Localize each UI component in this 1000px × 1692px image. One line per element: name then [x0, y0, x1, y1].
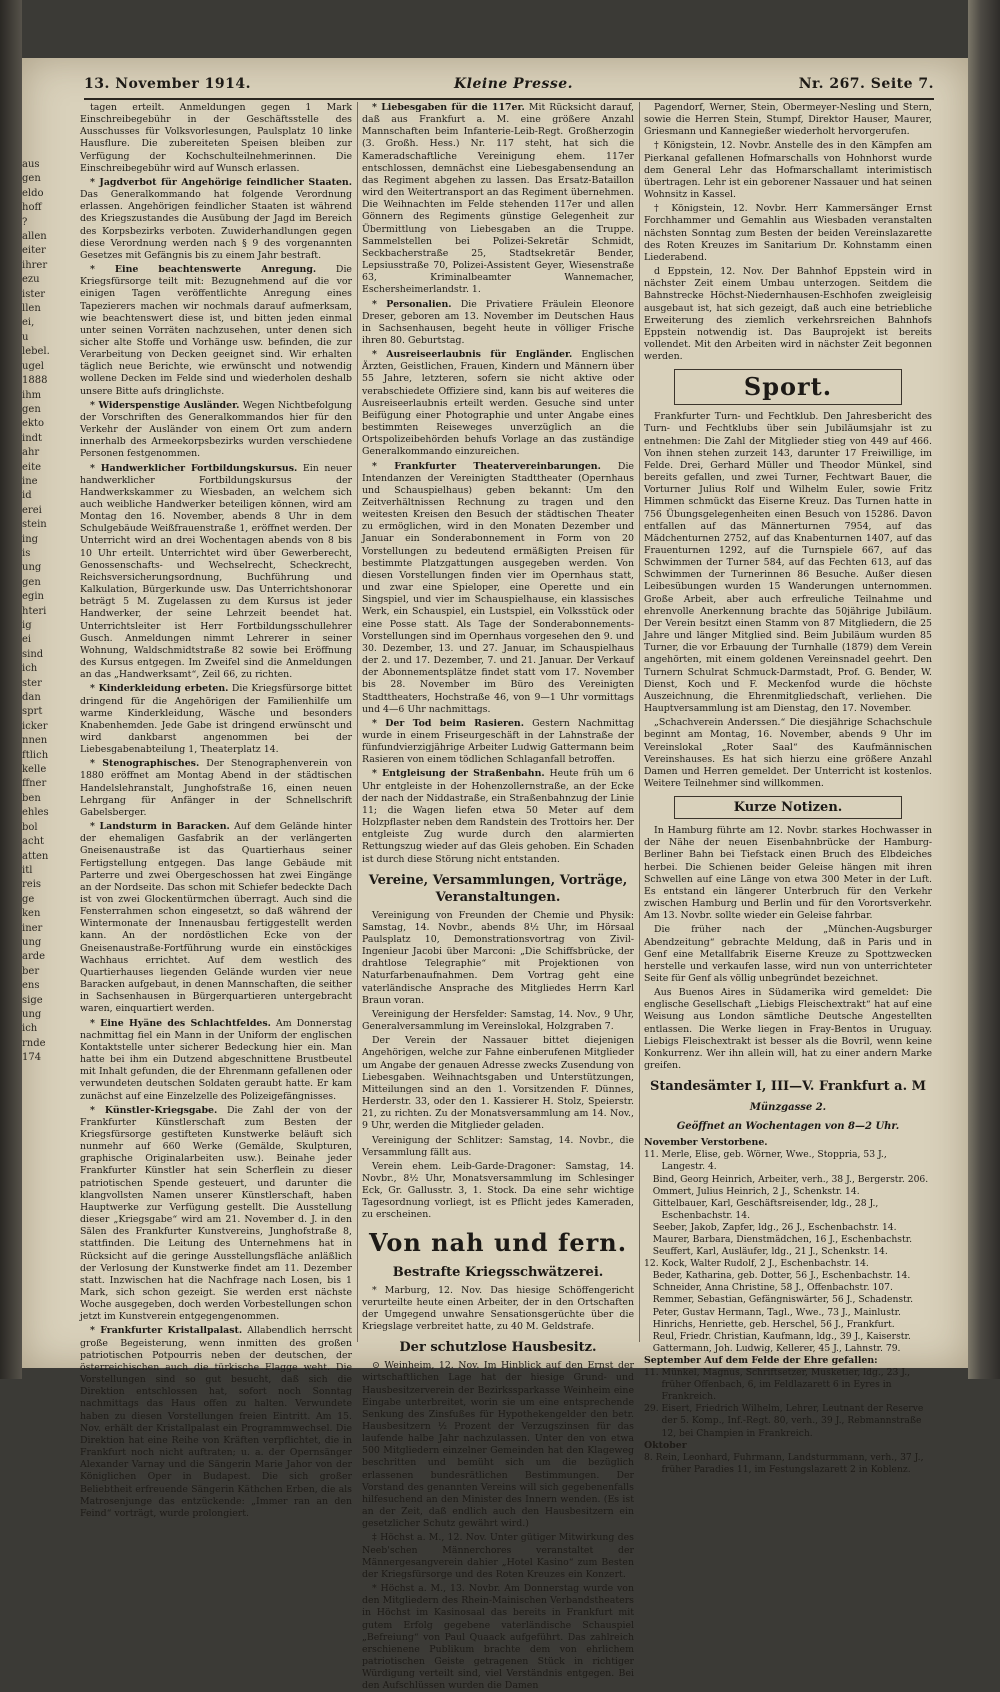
register-entry: 11. Merle, Elise, geb. Wörner, Wwe., Stoppria, 53 J., — [644, 1149, 887, 1161]
section-heading: Von nah und fern. — [368, 1227, 628, 1257]
article-paragraph — [80, 1325, 352, 1520]
stub-line: ster — [22, 677, 42, 689]
article-text: Die Privatiere Fräulein Eleonore Dreser, geboren am 13. November im Deutschen Haus in Sachsenhausen, begeht heute in völliger Frische ihren 80. Geburtstag. — [362, 298, 634, 346]
stub-line: egin — [22, 591, 44, 603]
register-list-heading — [644, 1355, 932, 1367]
stub-line: erei — [22, 504, 42, 516]
register-list — [644, 1355, 932, 1440]
article-text: Die Zahl der von der Frankfurter Künstlerschaft zum Besten der Kriegsfürsorge gestifteten Kunstwerke beläuft sich nunmehr auf 660 Werke (Gemälde, Skulpturen, graphische Originalarbeiten usw.). Beinahe jeder Frankfurter Künstler hat sein Scherflein zu dieser patriotischen Spende gesteuert, und darunter die klangvollsten Namen unserer Künstlerschaft, haben Hauptwerke zur Verfügung gestellt. Die Ausstellung dieser „Kriegsgabe“ wird am 21. November d. J. in den Sälen des Frankfurter Kunstvereins, Junghofstraße 8, stattfinden. Die Leitung des Unternehmens hat in Rücksicht auf die geringe Ausstellungsfläche anläßlich der Verlosung der Kunstwerke findet am 11. Dezember statt. Inzwischen hat die Nachfrage nach Losen, bis 1 Mark, sich schon gezeigt. Sie werden erst nächste Woche ausgegeben, doch werden Vorbestellungen schon jetzt im Kunstverein entgegengenommen. — [80, 1104, 352, 1323]
register-entry: Seuffert, Karl, Ausläufer, ldg., 21 J., Schenkstr. 14. — [644, 1246, 888, 1258]
article-text: Der Verein der Nassauer bittet diejenigen Angehörigen, welche zur Fahne einberufenen Mitglieder um Angabe der genauen Adresse zwecks Zusendung von Liebesgaben. Weihnachtsgaben und Unterstützungen, Mitteilungen sind an den 1. Vorsitzenden F. Dünnes, Herderstr. 33, oder den 1. Kassierer H. Stolz, Speierstr. 21, zu richten. Zu der Monatsversammlung am 14. Nov., 9 Uhr, werden die Mitglieder geladen. — [362, 1035, 634, 1132]
register-entry: der 5. Komp., Inf.-Regt. 80, verh., 39 J., Rebmannstraße — [644, 1415, 922, 1427]
article-paragraph — [80, 821, 352, 1016]
article-paragraph — [644, 924, 932, 985]
stub-line: iner — [22, 922, 43, 934]
article-heading: * Jagdverbot für Angehörige feindlicher Staaten. — [90, 176, 352, 188]
register-entry: Seeber, Jakob, Zapfer, ldg., 26 J., Eschenbachstr. 14. — [644, 1221, 897, 1233]
article-text: Auf dem Gelände hinter der ehemaligen Gasfabrik an der verlängerten Gneisenaustraße ist das Quartierhaus seiner Fertigstellung entgegen. Das lange Gebäude mit Parterre und zwei Obergeschossen hat zwei Eingänge an der Nordseite. Das schon mit Schiefer bedeckte Dach ist von zwei Glockentürmchen überragt. Auch sind die Fensterrahmen schon eingesetzt, so daß während der Wintermonate der Innenausbau fertiggestellt werden kann. An der nordöstlichen Ecke von der Gneisenaustraße-Fortführung wurde ein einstöckiges Wachhaus errichtet. Auf dem westlich des Quartierhauses liegenden Gelände wurden vier neue Baracken aufgebaut, in denen Mannschaften, die seither in Sachsenhausen in Bürgerquartieren untergebracht waren, einquartiert werden. — [80, 821, 352, 1015]
stub-line: rnde — [22, 1037, 46, 1049]
stub-line: hteri — [22, 605, 47, 617]
newspaper-title: Kleine Presse. — [454, 76, 574, 92]
stub-line: id — [22, 490, 32, 502]
page-header — [84, 74, 934, 100]
article-text: Am Donnerstag nachmittag fiel ein Mann in der Uniform der englischen Kontaktstelle unter sicherer Bedeckung hier ein. Man hatte bei ihm ein Dutzend abgeschnittene Brustbeutel mit Inhalt gefunden, die der Ehrenmann gefallenen oder verwundeten deutschen Soldaten geraubt hatte. Er kam zunächst auf eine Einzelzelle des Polizeigefängnisses. — [80, 1017, 353, 1102]
stub-line: nnen — [22, 735, 48, 747]
stub-line: ens — [22, 980, 40, 992]
article-paragraph — [362, 910, 634, 1007]
stub-line: eiter — [22, 245, 46, 257]
article-text: † Königstein, 12. Novbr. Anstelle des in den Kämpfen am Pierkanal gefallenen Hofmarschalls von Hohnhorst wurde dem General Lehr das Hofmarschallamt interimistisch übertragen. Lehr ist ein geborener Nassauer und hat seinen Wohnsitz in Kassel. — [644, 140, 932, 201]
stub-line: sige — [22, 994, 43, 1006]
article-paragraph — [644, 987, 932, 1072]
article-text: ⊙ Weinheim, 12. Nov. Im Hinblick auf den Ernst der wirtschaftlichen Lage hat der hiesige Grund- und Hausbesitzerverein der Bezirkssparkasse Weinheim eine Eingabe unterbreitet, worin sie um eine entsprechende Senkung des Zinsfußes für Hypothekengelder den betr. Hausbesitzern ½ Prozent der Verzugszinsen für das laufende halbe Jahr nachzulassen. Unter den von etwa 500 Mitgliedern einzelner Gemeinden hat den Klageweg beschritten und bemüht sich um die bezüglich erlassenen bundesrätlichen Bestimmungen. Der Vorstand des genannten Vereins will sich gegebenenfalls hilfesuchend an den Minister des Innern wenden. (Es ist an der Zeit, daß endlich auch den Hausbesitzern ein gesetzlicher Schutz gewährt wird.) — [362, 1360, 634, 1530]
stub-line: is — [22, 547, 31, 559]
article-heading: * Frankfurter Theatervereinbarungen. — [372, 460, 601, 472]
stub-line: gen — [22, 173, 41, 185]
register-month: Oktober — [644, 1439, 687, 1451]
article-paragraph — [80, 1105, 352, 1324]
register-entry: Remmer, Sebastian, Gefängniswärter, 56 J., Schadenstr. — [644, 1294, 914, 1306]
stub-line: lebel. — [22, 346, 50, 358]
stub-line: ihrer — [22, 259, 48, 271]
article-heading: * Personalien. — [372, 298, 452, 310]
stub-line: ich — [22, 663, 38, 675]
register-entry: Reul, Friedr. Christian, Kaufmann, ldg., 39 J., Kaiserstr. — [644, 1330, 911, 1342]
register-entry: Peter, Gustav Hermann, Tagl., Wwe., 73 J., Mainlustr. — [644, 1306, 901, 1318]
section-heading: Vereine, Versammlungen, Vorträge, Veranstaltungen. — [368, 872, 628, 905]
article-text: Frankfurter Turn- und Fechtklub. Den Jahresbericht des Turn- und Fechtklubs über sein Jubiläumsjahr ist zu entnehmen: Die Zahl der Mitglieder stieg von 449 auf 466. Von ihnen stehen zurzeit 143, darunter 17 Freiwillige, im Felde. Drei, Gerhard Müller und Theodor Münkel, sind bereits gefallen, und zwei Turner, Fechtwart Bauer, die Vorturner Julius Rolf und Wilhelm Euler, sowie Fritz Himmen schmückt das Eiserne Kreuz. Das Turnen hatte in 756 Übungsgelegenheiten einen Besuch von 15286. Davon entfallen auf das Männerturnen 7954, auf das Mädchenturnen 2752, auf das Knabenturnen 1407, auf das Frauenturnen 1292, auf die Turnspiele 667, auf das Schwimmen der Turner 584, auf das Fechten 613, auf das Schwimmen der Turnerinnen 86 Besuche. Außer diesen Leibesübungen wurden 15 Wanderungen unternommen. Große Arbeit, aber auch erfreuliche Teilnahme und ehrenvolle Anerkennung brachte das 50jährige Jubiläum. Der Verein besitzt einen Stamm von 87 Mitgliedern, die 25 Jahre und länger Mitglied sind. Beim Jubiläum wurden 85 Turner, die vor Erbauung der Turnhalle (1879) dem Verein angehörten, mit einem goldenen Vereinsnadel geehrt. Den Turnern Schulrat Schmuck-Darmstadt, Prof. G. Bender, W. Dienst, Koch und F. Meckenfod wurde die höchste Auszeichnung, die Ehrenmitgliedschaft, verliehen. Die Hauptversammlung ist am Dienstag, den 17. November. — [644, 411, 932, 715]
register-category: Verstorbene. — [700, 1137, 768, 1149]
article-text: Gestern Nachmittag wurde in einem Friseurgeschäft in der Lahnstraße der fünfundvierzigjährige Arbeiter Ludwig Gattermann beim Rasieren von einem tödlichen Schlaganfall betroffen. — [362, 717, 634, 766]
article-text: „Schachverein Anderssen.“ Die diesjährige Schachschule beginnt am Montag, 16. November, abends 9 Uhr im Vereinslokal „Roter Saal“ des Kaufmännischen Vereinshauses. Es hat sich hierzu eine größere Anzahl Damen und Herren gemeldet. Der Unterricht ist kostenlos. Weitere Teilnehmer sind willkommen. — [644, 717, 932, 789]
article-heading: * Handwerklicher Fortbildungskursus. — [90, 462, 298, 474]
article-paragraph — [80, 400, 352, 461]
stub-line: sind — [22, 648, 44, 660]
article-heading: * Eine Hyäne des Schlachtfeldes. — [90, 1017, 271, 1029]
stub-line: ung — [22, 1008, 42, 1020]
article-paragraph — [644, 266, 932, 363]
register-entry: Ommert, Julius Heinrich, 2 J., Schenkstr. 14. — [644, 1185, 860, 1197]
article-heading: * Entgleisung der Straßenbahn. — [372, 768, 545, 780]
article-paragraph — [362, 1285, 634, 1334]
stub-line: ekto — [22, 418, 45, 430]
register-entry: Gattermann, Joh. Ludwig, Kellerer, 45 J., Lahnstr. 79. — [644, 1342, 901, 1354]
article-text: * Marburg, 12. Nov. Das hiesige Schöffengericht verurteilte heute einen Arbeiter, der in den Ortschaften der Umgegend unwahre Sensationsgerüchte über die Kriegslage verbreitet hatte, zu 40 M. Geldstrafe. — [362, 1284, 634, 1333]
stub-line: atten — [22, 850, 49, 862]
article-text: In Hamburg führte am 12. Novbr. starkes Hochwasser in der Nähe der neuen Eisenbahnbrücke der Hamburg-Berliner Bahn bei Tiefstack einen Bruch des Elbdeiches herbei. Die Schienen beider Geleise hängen mit ihren Schwellen auf eine Länge von etwa 300 Meter in der Luft. Es entstand ein längerer Unterbruch für den Verkehr zwischen Hamburg und Berlin und für den Vorortsverkehr. Am 13. Novbr. sollte wieder ein Geleise fahrbar. — [644, 825, 932, 922]
article-heading: * Landsturm in Baracken. — [90, 821, 230, 833]
register-entry: früher Offenbach, 6, im Feldlazarett 6 in Eyres in — [644, 1379, 892, 1391]
article-paragraph — [362, 1135, 634, 1159]
register-entry: Frankreich. — [644, 1391, 717, 1403]
column-rule-1 — [357, 102, 358, 1342]
article-text: Ein neuer handwerklicher Fortbildungskursus der Handwerkskammer zu Wiesbaden, an welchem sich auch weibliche Handwerker beteiligen können, wird am Montag den 16. November, abends 8 Uhr in dem Schulgebäude Weißfrauenstraße 1, eröffnet werden. Der Unterricht wird an drei Wochentagen abends von 8 bis 10 Uhr erteilt. Unterrichtet wird über Gewerberecht, Genossenschafts- und Wechselrecht, Scheckrecht, Reichsversicherungsordnung, Buchführung und Kalkulation, Bürgerkunde usw. Das Unterrichtshonorar beträgt 5 M. Zugelassen zu dem Kursus ist jeder Handwerker, der seine Lehrzeit beendet hat. Unterrichtsleiter ist Herr Fortbildungsschullehrer Gusch. Anmeldungen nimmt Lehrerer in seiner Wohnung, Waldschmidtstraße 82 sowie bei Eröffnung des Kursus entgegen. Im Zweifel sind die Anmeldungen an das „Handwerksamt“, Zeil 66, zu richten. — [80, 462, 352, 681]
article-paragraph — [644, 140, 932, 201]
stub-line: ihm — [22, 389, 42, 401]
article-text: Vereinigung von Freunden der Chemie und Physik: Samstag, 14. Novbr., abends 8½ Uhr, im Hörsaal Paulsplatz 10, Demonstrationsvortrag von Zivil-Ingenieur Jacobi über Marconi: „Die Schiffsbrücke, der drahtlose Telegraphie“ mit Projektionen von Naturfarbenaufnahmen. Dem Vortrag geht eine vaterländische Ansprache des Mitgliedes Herrn Karl Braun voran. — [362, 909, 634, 1006]
article-text: Wegen Nichtbefolgung der Vorschriften des Generalkommandos hier für den Verkehr der Ausländer von einem Ort zum andern innerhalb des Armeekorpsbezirks wurden verschiedene Personen festgenommen. — [80, 399, 353, 460]
register-entry: früher Paradies 11, im Festungslazarett 2 in Koblenz. — [644, 1463, 911, 1475]
stub-line: eite — [22, 461, 42, 473]
article-text: Mit Rücksicht darauf, daß aus Frankfurt a. M. eine größere Anzahl Mannschaften beim Infanterie-Leib-Regt. Großherzogin (3. Großh. Hess.) Nr. 117 steht, hat sich die Kameradschaftliche Vereinigung ehem. 117er entschlossen, demnächst eine Liebesgabensendung an das Regiment abgehen zu lassen. Das Ersatz-Bataillon wird den Weitertransport an das Regiment übernehmen. Die Weihnachten im Felde stehenden 117er und allen Gönnern des Regiments günstige Gelegenheit zur Übermittlung von Liebesgaben an die Truppe. Sammelstellen bei Polizei-Sekretär Schmidt, Seckbacherstraße 25, Stadtsekretär Bender, Lepsiusstraße 70, Polizei-Assistent Geyer, Wiesenstraße 63, Kriminalbeamter Wannemacher, Eschersheimerlandstr. 1. — [362, 102, 634, 296]
article-text: Aus Buenos Aires in Südamerika wird gemeldet: Die englische Gesellschaft „Liebigs Fleischextrakt“ hat auf eine Weisung aus London sämtliche Deutsche Angestellten entlassen. Die Werke liegen in Fray-Bentos in Uruguay. Liebigs Fleischextrakt ist besser als die Bovril, wenn keine Konkurrenz. Wer ihn allein will, hat zu einer andern Marke greifen. — [644, 987, 932, 1072]
stub-line: gen — [22, 576, 41, 588]
register-entry: 8. Rein, Leonhard, Fuhrmann, Landsturmmann, verh., 37 J., — [644, 1451, 924, 1463]
stub-line: ber — [22, 965, 40, 977]
register-entry: 12. Kock, Walter Rudolf, 2 J., Eschenbachstr. 14. — [644, 1258, 869, 1270]
register-entry: 29. Eisert, Friedrich Wilhelm, Lehrer, Leutnant der Reserve — [644, 1403, 924, 1415]
article-paragraph — [362, 1583, 634, 1692]
section-heading: Kurze Notizen. — [674, 796, 902, 819]
article-paragraph — [362, 102, 634, 297]
article-heading: * Liebesgaben für die 117er. — [372, 102, 525, 113]
stub-line: arde — [22, 951, 46, 963]
article-text: Die Kriegsfürsorge teilt mit: Bezugnehmend auf die vor einigen Tagen veröffentlichte Anregung eines Tapezierers machen wir nochmals darauf aufmerksam, wie beachtenswert diese ist, und bitten jeden einmal unter seinen Vorräten nachzusehen, unter denen sich sicher alte Stoffe und Vorhänge usw. befinden, die zur Verarbeitung von Decken geeignet sind. Wir erhalten täglich neue Berichte, wie erwünscht und notwendig wollene Decken im Felde sind und wiederholen deshalb unsere Bitte aufs dringlichste. — [80, 264, 352, 397]
article-paragraph — [362, 1009, 634, 1033]
column-1 — [80, 102, 353, 1519]
stub-line: ffner — [22, 778, 47, 790]
article-paragraph — [80, 102, 352, 175]
previous-page-stub — [22, 158, 58, 1358]
article-paragraph — [362, 768, 634, 865]
register-entry: Beder, Katharina, geb. Dotter, 56 J., Eschenbachstr. 14. — [644, 1270, 911, 1282]
article-heading: * Ausreiseerlaubnis für Engländer. — [372, 349, 573, 361]
stub-line: ftlich — [22, 749, 49, 761]
stub-line: ugel — [22, 360, 44, 372]
article-paragraph — [644, 411, 932, 715]
stub-line: indt — [22, 432, 43, 444]
stub-line: allen — [22, 231, 47, 243]
stub-line: u — [22, 331, 29, 343]
article-text: Die Kriegsfürsorge bittet dringend für die Angehörigen der Familienhilfe um warme Kinderkleidung, Wäsche und besonders Knabenhemden. Jede Gabe ist dringend erwünscht und wird dankbarst angenommen bei der Liebesgabenabteilung 1, Theaterplatz 14. — [80, 683, 352, 756]
newspaper-page — [22, 58, 968, 1692]
article-text: Vereinigung der Hersfelder: Samstag, 14. Nov., 9 Uhr, Generalversammlung im Vereinslokal, Holzgraben 7. — [362, 1008, 634, 1033]
article-text: Heute früh um 6 Uhr entgleiste in der Hohenzollernstraße, an der Ecke der nach der Niddastraße, ein Straßenbahnzug der Linie 11; die Wagen liefen etwa 50 Meter auf dem Holzpflaster neben dem Randstein des Trottoirs her. Der entgleiste Zug wurde durch den alarmierten Rettungszug wieder auf das Gleis gehoben. Ein Schaden ist durch diese Störung nicht entstanden. — [362, 768, 634, 865]
stub-line: reis — [22, 879, 42, 891]
stub-line: dan — [22, 692, 41, 704]
stub-line: sprt — [22, 706, 43, 718]
column-3 — [644, 102, 932, 1475]
article-paragraph — [80, 683, 352, 756]
article-paragraph — [644, 203, 932, 264]
stub-line: hoff — [22, 202, 42, 214]
stub-line: ken — [22, 908, 41, 920]
section-heading: Bestrafte Kriegsschwätzerei. — [392, 1264, 604, 1280]
register-list-heading — [644, 1137, 932, 1149]
stub-line: ing — [22, 533, 39, 545]
article-heading: * Eine beachtenswerte Anregung. — [90, 264, 317, 276]
register-entry: Gittelbauer, Karl, Geschäftsreisender, ldg., 28 J., — [644, 1197, 879, 1209]
stub-line: kelle — [22, 764, 47, 776]
article-paragraph — [80, 177, 352, 262]
section-heading: Münzgasse 2. — [749, 1102, 827, 1114]
stub-line: ? — [22, 216, 28, 228]
register-category: Auf dem Felde der Ehre gefallen: — [704, 1354, 878, 1366]
stub-line: ung — [22, 562, 42, 574]
article-paragraph — [362, 718, 634, 767]
article-text: Das Generalkommando hat folgende Verordnung erlassen. Angehörigen feindlicher Staaten ist während des Kriegszustandes die Ausübung der Jagd im Bereich des Korpsbezirks verboten. Zuwiderhandlungen gegen diese Verordnung werden nach § 9 des vorgenannten Gesetzes mit Gefängnis bis zu einem Jahr bestraft. — [80, 189, 352, 261]
stub-line: 1888 — [22, 375, 48, 387]
article-heading: * Künstler-Kriegsgabe. — [90, 1104, 218, 1116]
register-entry: 11. Münkel, Magnus, Schriftsetzer, Musketier, ldg., 23 J., — [644, 1367, 911, 1379]
register-entry: Hinrichs, Henriette, geb. Herschel, 56 J., Frankfurt. — [644, 1318, 895, 1330]
article-heading: * Kinderkleidung erbeten. — [90, 683, 229, 695]
article-text: Allabendlich herrscht große Begeisterung, wenn inmitten des großen patriotischen Potpourris neben der deutschen, der österreichischen auch die türkische Flagge weht. Die Vorstellungen sind so gut besucht, daß sich die Direktion entschlossen hat, sofort noch Sonntag nachmittags das Haus offen zu halten. Verwundete haben zu diesen Vorstellungen freien Eintritt. Am 15. Nov. erhält der Kristallpalast ein Programmwechsel. Die Direktion hat eine Reihe von Kräften verpflichtet, die in Frankfurt noch nicht auftraten; u. a. der Opernsänger Alexander Varnay und die Sängerin Marie Jahor von der Königlichen Oper in Budapest. Die sich großer Beliebtheit erfreuende Sängerin Käthchen Erben, die als Matrosenjunge das entzückende: „Immer ran an den Feind“ vorträgt, wurde prolongiert. — [80, 1325, 352, 1519]
register-entry: Eschenbachstr. 14. — [644, 1209, 751, 1221]
register-entry: 12, bei Champien in Frankreich. — [644, 1427, 813, 1439]
stub-line: aus — [22, 159, 40, 170]
book-spine — [0, 0, 22, 1379]
section-heading: Der schutzlose Hausbesitz. — [399, 1340, 597, 1356]
stub-line: ister — [22, 288, 46, 300]
stub-line: ine — [22, 475, 38, 487]
article-heading: * Der Tod beim Rasieren. — [372, 717, 525, 729]
stub-line: ei — [22, 634, 32, 646]
stub-line: icker — [22, 720, 48, 732]
article-text: * Höchst a. M., 13. Novbr. Am Donnerstag wurde von den Mitgliedern des Rhein-Mainischen Verbandstheaters in Höchst im Kasinosaal das bereits in Frankfurt mit gutem Erfolg gegebene vaterländische Schauspiel „Befreiung“ von Paul Quaack aufgeführt. Das zahlreich erschienene Publikum brachte dem von ehrlichem patriotischen Geiste getragenen Stück in richtiger Würdigung verteilt sind, viel Verständnis entgegen. Bei den Aufschlüssen wurden die Damen — [362, 1583, 634, 1692]
stub-line: ig — [22, 620, 32, 631]
article-heading: * Widerspenstige Ausländer. — [90, 399, 240, 411]
issue-number: Nr. 267. Seite 7. — [798, 76, 934, 92]
column-rule-2 — [639, 102, 640, 1342]
stub-line: 174 — [22, 1052, 42, 1064]
stub-line: acht — [22, 836, 45, 848]
header-date: 13. November 1914. — [84, 76, 252, 92]
article-paragraph — [644, 825, 932, 922]
article-paragraph — [644, 717, 932, 790]
stub-line: llen — [22, 303, 41, 315]
article-paragraph — [362, 349, 634, 458]
article-paragraph — [362, 1161, 634, 1222]
article-text: † Königstein, 12. Novbr. Herr Kammersänger Ernst Forchhammer und Gemahlin aus Wiesbaden veranstalten nächsten Sonntag zum Besten der beiden Vereinslazarette des Roten Kreuzes im Sanitarium Dr. Kohnstamm einen Liederabend. — [644, 203, 932, 263]
stub-line: stein — [22, 519, 47, 531]
section-heading: Geöffnet an Wochentagen von 8—2 Uhr. — [676, 1121, 900, 1133]
register-entry: Schneider, Anna Christine, 58 J., Offenbachstr. 107. — [644, 1282, 893, 1294]
article-paragraph — [362, 461, 634, 716]
article-paragraph — [362, 299, 634, 348]
article-paragraph — [362, 1035, 634, 1132]
article-text: Pagendorf, Werner, Stein, Obermeyer-Nesling und Stern, sowie die Herren Stein, Stumpf, Direktor Hauser, Maurer, Griesmann und Kannegießer wiederholt hervorgerufen. — [644, 102, 932, 138]
stub-line: eldo — [22, 187, 44, 199]
stub-line: ezu — [22, 274, 40, 286]
stub-line: itl — [22, 864, 33, 876]
stub-line: ge — [22, 893, 35, 905]
article-text: tagen erteilt. Anmeldungen gegen 1 Mark Einschreibegebühr in der Geschäftsstelle des Ausschusses für Volksvorlesungen, Paulsplatz 10 linke Hausflure. Die zubereiteten Speisen bleiben zur Verfügung der Kochschulteilnehmerinnen. Die Einschreibegebühr wird auf Wunsch erlassen. — [80, 102, 352, 174]
stub-line: gen — [22, 403, 41, 415]
column-2 — [362, 102, 634, 1692]
article-text: ‡ Höchst a. M., 12. Nov. Unter gütiger Mitwirkung des Neeb'schen Männerchores veranstaltet der Männergesangverein dahier „Hotel Kasino“ zum Besten der Kriegsfürsorge und des Roten Kreuzes ein Konzert. — [362, 1532, 634, 1580]
stub-line: bol — [22, 821, 38, 833]
stub-line: ich — [22, 1023, 38, 1035]
article-paragraph — [80, 463, 352, 682]
article-text: Englischen Ärzten, Geistlichen, Frauen, Kindern und Männern über 55 Jahre, letzteren, sofern sie nicht aktive oder verabschiedete Offiziere sind, kann bis auf weiteres die Ausreiseerlaubnis erteilt werden. Gesuche sind unter Beifügung einer Photographie und unter Angabe eines bestimmten Reiseweges unverzüglich an die Ortspolizeibehörden behufs Vorlage an das zuständige Generalkommando einzureichen. — [362, 349, 634, 458]
article-text: d Eppstein, 12. Nov. Der Bahnhof Eppstein wird in nächster Zeit einem Umbau unterzogen. Seitdem die Bahnstrecke Höchst-Niedernhausen-Eschhofen zweigleisig ausgebaut ist, hat sich gezeigt, daß auch eine betriebliche Erweiterung des ziemlich verkehrsreichen Bahnhofs Eppstein notwendig ist. Das Bauprojekt ist bereits vollendet. Mit den Arbeiten wird in nächster Zeit begonnen werden. — [644, 266, 932, 363]
article-paragraph — [80, 758, 352, 819]
article-text: Die früher nach der „München-Augsburger Abendzeitung“ gebrachte Meldung, daß in Paris und in Genf eine Metallfabrik Eiserne Kreuze zu Spottzwecken herstelle und verkaufen lasse, wird nun von unterrichteter Seite für Genf als völlig unbegründet bezeichnet. — [644, 924, 932, 984]
stub-line: ehles — [22, 807, 49, 819]
register-list — [644, 1440, 932, 1476]
stub-line: ei, — [22, 317, 35, 329]
register-list-heading — [644, 1440, 932, 1452]
stub-line: ben — [22, 792, 41, 804]
article-paragraph — [362, 1360, 634, 1530]
stub-line: ahr — [22, 447, 40, 459]
stub-line: ung — [22, 936, 42, 948]
article-heading: * Frankfurter Kristallpalast. — [90, 1325, 243, 1337]
article-text: Verein ehem. Leib-Garde-Dragoner: Samstag, 14. Novbr., 8½ Uhr, Monatsversammlung im Schlesinger Eck, Gr. Gallusstr. 3, 1. Stock. Da eine sehr wichtige Tagesordnung vorliegt, ist es Pflicht jedes Kameraden, zu erscheinen. — [362, 1160, 634, 1221]
register-entry: Bind, Georg Heinrich, Arbeiter, verh., 38 J., Bergerstr. 206. — [644, 1173, 929, 1185]
section-heading: Standesämter I, III—V. Frankfurt a. M — [649, 1079, 927, 1095]
article-paragraph — [644, 102, 932, 138]
register-entry: Maurer, Barbara, Dienstmädchen, 16 J., Eschenbachstr. — [644, 1234, 913, 1245]
article-text: Der Stenographenverein von 1880 eröffnet am Montag Abend in der städtischen Handelslehranstalt, Junghofstraße 16, einen neuen Lehrgang für Anfänger in der Schnellschrift Gabelsberger. — [80, 758, 352, 818]
article-paragraph — [362, 1532, 634, 1581]
section-heading: Sport. — [674, 369, 902, 405]
register-entry: Langestr. 4. — [644, 1161, 717, 1173]
register-list — [644, 1137, 932, 1355]
register-month: September — [644, 1354, 701, 1366]
article-text: Die Intendanzen der Vereinigten Stadttheater (Opernhaus und Schauspielhaus) geben bekannt: Um den Zeitverhältnissen Rechnung zu tragen und den weitesten Kreisen den Besuch der städtischen Theater zu ermöglichen, wird in den Monaten Dezember und Januar ein Sonderabonnement in Form von 20 Vorstellungen zu bedeutend ermäßigten Preisen für bestimmte Platzgattungen ausgegeben werden. Von diesen Vorstellungen finden vier im Opernhaus statt, und zwar eine Spieloper, eine Operette und ein Singspiel, und vier im Schauspielhause, ein klassisches Werk, ein Schauspiel, ein Lustspiel, ein Volksstück oder eine Posse statt. Als Tage der Sonderabonnements-Vorstellungen sind im Opernhaus vorgesehen den 9. und 30. Dezember, 13. und 27. Januar, im Schauspielhaus der 2. und 17. Dezember, 7. und 21. Januar. Der Verkauf der Abonnementsplätze findet statt vom 17. November bis 28. November im Büro des Vereinigten Stadttheaters, Hochstraße 46, von 9—1 Uhr vormittags und 4—6 Uhr nachmittags. — [362, 460, 634, 715]
article-text: Vereinigung der Schlitzer: Samstag, 14. Novbr., die Versammlung fällt aus. — [362, 1134, 634, 1158]
article-heading: * Stenographisches. — [90, 758, 200, 770]
page-stack-edge — [968, 0, 1000, 1379]
article-paragraph — [80, 264, 352, 398]
article-paragraph — [80, 1018, 352, 1103]
register-month: November — [644, 1137, 698, 1149]
